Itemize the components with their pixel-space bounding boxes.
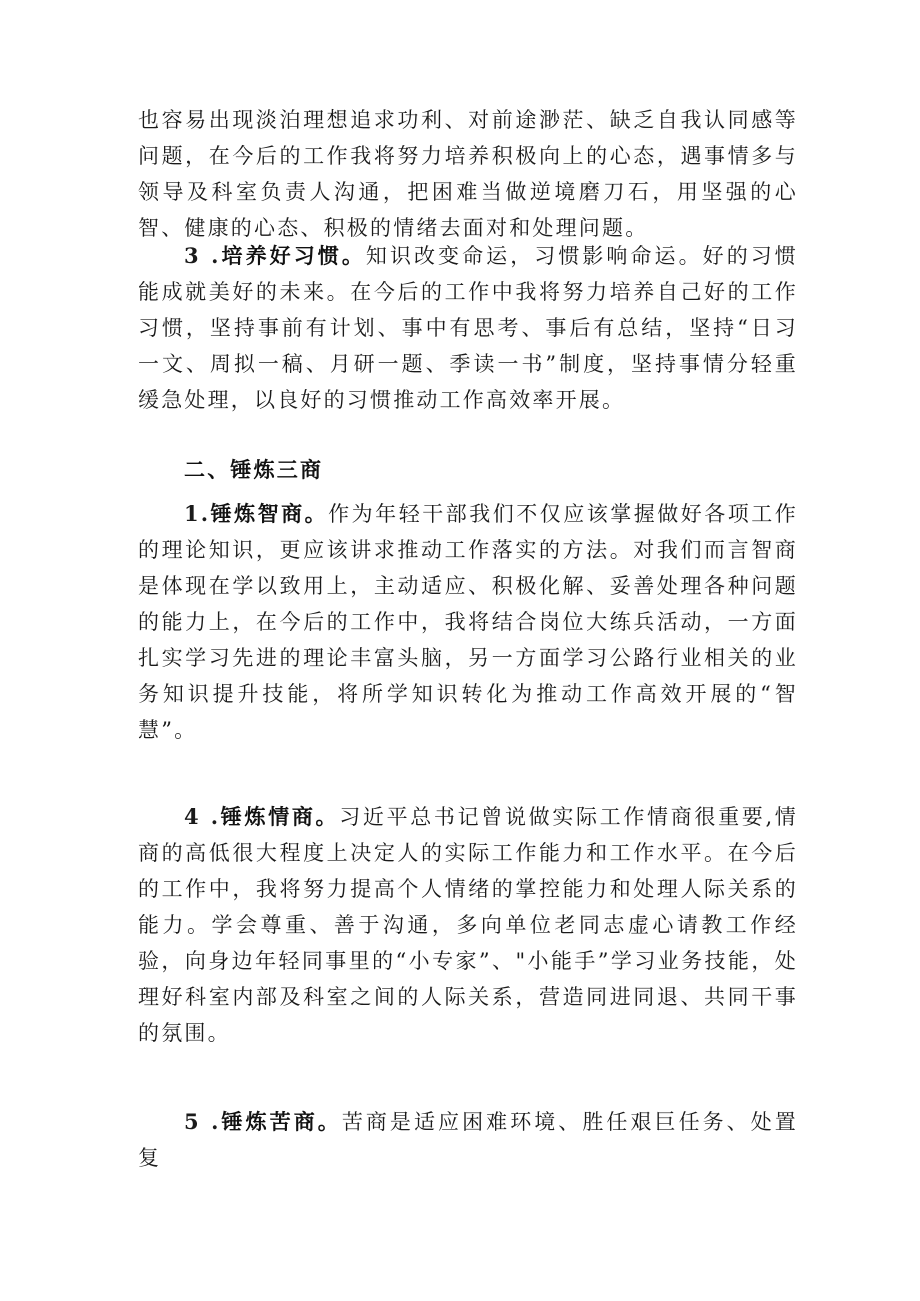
item-text: 习近平总书记曾说做实际工作情商很重要,情商的高低很大程度上决定人的实际工作能力和工作水平。在今后的工作中，我将努力提高个人情绪的掌控能力和处理人际关系的能力。学会尊重、善于沟通，多向单位老同志虚心请教工作经验，向身边年轻同事里的“小专家”、"小能手”学习业务技能，处理好科室内部及科室之间的人际关系，营造同进同退、共同干事的氛围。 bbox=[138, 805, 799, 1045]
paragraph-attitude-continued bbox=[138, 102, 798, 246]
item-number: 4 . bbox=[184, 804, 221, 829]
item-title: 培养好习惯。 bbox=[220, 244, 366, 268]
section-heading-text: 二、锤炼三商 bbox=[184, 458, 324, 482]
paragraph-body bbox=[138, 496, 798, 748]
item-text: 知识改变命运，习惯影响命运。好的习惯能成就美好的未来。在今后的工作中我将努力培养自己好的工作习惯，坚持事前有计划、事中有思考、事后有总结，坚持“日习一文、周拟一稿、月研一题、季读一书”制度，坚持事情分轻重缓急处理，以良好的习惯推动工作高效率开展。 bbox=[138, 244, 799, 412]
paragraph-aq bbox=[138, 1104, 798, 1176]
paragraph-body bbox=[138, 799, 798, 1051]
paragraph-iq bbox=[138, 496, 798, 748]
paragraph-body bbox=[138, 1104, 798, 1176]
item-title: 锤炼情商。 bbox=[220, 805, 340, 829]
item-number: 1. bbox=[184, 501, 211, 526]
paragraph-body bbox=[138, 238, 798, 418]
paragraph-good-habits bbox=[138, 238, 798, 418]
item-text: 苦商是适应困难环境、胜任艰巨任务、处置复 bbox=[138, 1110, 798, 1170]
item-title: 锤炼智商。 bbox=[210, 502, 329, 526]
paragraph-text: 也容易出现淡泊理想追求功利、对前途渺茫、缺乏自我认同感等问题，在今后的工作我将努力培养积极向上的心态，遇事情多与领导及科室负责人沟通，把困难当做逆境磨刀石，用坚强的心智、健康的心态、积极的情绪去面对和处理问题。 bbox=[138, 108, 798, 240]
section-heading bbox=[138, 452, 798, 488]
paragraph-eq bbox=[138, 799, 798, 1051]
item-number: 5 . bbox=[184, 1109, 221, 1134]
item-number: 3 . bbox=[184, 243, 221, 268]
item-text: 作为年轻干部我们不仅应该掌握做好各项工作的理论知识，更应该讲求推动工作落实的方法。对我们而言智商是体现在学以致用上，主动适应、积极化解、妥善处理各种问题的能力上，在今后的工作中，我将结合岗位大练兵活动，一方面扎实学习先进的理论丰富头脑，另一方面学习公路行业相关的业务知识提升技能，将所学知识转化为推动工作高效开展的“智慧”。 bbox=[138, 502, 799, 742]
item-title: 锤炼苦商。 bbox=[220, 1110, 342, 1134]
